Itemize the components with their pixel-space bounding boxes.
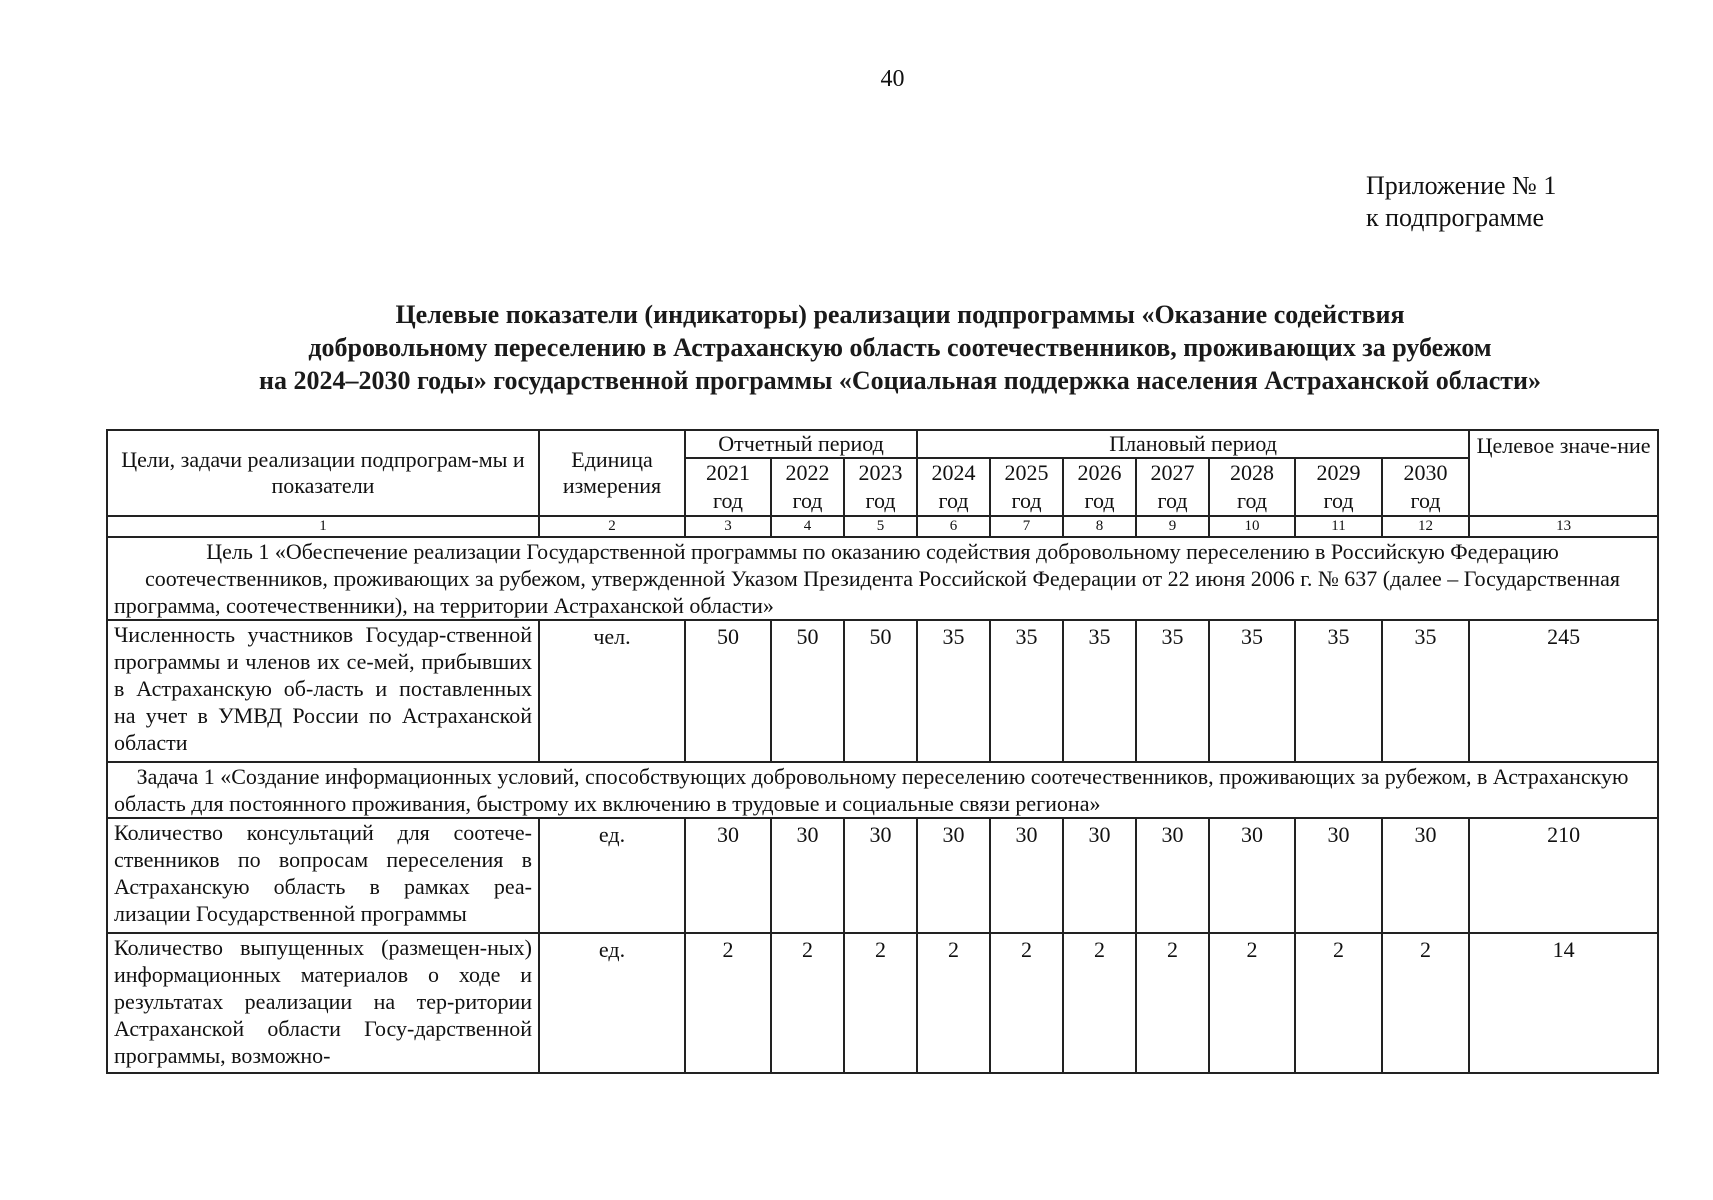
value-cell: 35 [917,620,990,762]
column-number: 9 [1136,516,1209,537]
header-year-2030: 2030 год [1382,458,1469,516]
column-number: 10 [1209,516,1295,537]
value-cell: 2 [1295,933,1382,1073]
value-cell: 2 [1382,933,1469,1073]
column-number: 11 [1295,516,1382,537]
value-cell: 35 [1063,620,1136,762]
header-year-2024: 2024 год [917,458,990,516]
column-number: 6 [917,516,990,537]
header-year-2023: 2023 год [844,458,917,516]
header-year-2021: 2021 год [685,458,771,516]
value-cell: 30 [1295,818,1382,933]
column-number: 4 [771,516,844,537]
header-year-2026: 2026 год [1063,458,1136,516]
value-cell: 2 [685,933,771,1073]
value-cell: 2 [1136,933,1209,1073]
header-reporting-period: Отчетный период [685,430,917,458]
indicators-table [106,429,1659,1074]
indicator-row [107,620,1658,762]
column-number: 3 [685,516,771,537]
value-cell: 30 [1063,818,1136,933]
value-cell: 50 [685,620,771,762]
header-year-2029: 2029 год [1295,458,1382,516]
value-cell: 30 [1209,818,1295,933]
column-number: 1 [107,516,539,537]
header-year-2025: 2025 год [990,458,1063,516]
indicator-name: Количество консультаций для соотече-ственников по вопросам переселения в Астраханскую область в рамках реа-лизации Государственной программы [107,818,539,933]
column-number: 2 [539,516,685,537]
title-line-3: на 2024–2030 годы» государственной программы «Социальная поддержка населения Астраханской области» [258,366,1542,395]
column-number: 8 [1063,516,1136,537]
indicator-row [107,933,1658,1073]
header-target: Целевое значе-ние [1469,430,1658,516]
value-cell: 30 [771,818,844,933]
value-cell: 35 [1136,620,1209,762]
value-cell: 30 [685,818,771,933]
appendix-line-2: к подпрограмме [1366,203,1545,232]
indicator-unit: ед. [539,933,685,1073]
value-cell: 2 [917,933,990,1073]
value-cell: 35 [990,620,1063,762]
header-year-2028: 2028 год [1209,458,1295,516]
document-title [200,298,1600,397]
goal-1-text: Цель 1 «Обеспечение реализации Государственной программы по оказанию содействия добровольному переселению в Российскую Федерацию соотечественников, проживающих за рубежом, утвержденной Указом Президента Российской Федерации от 22 июня 2006 г. № 637 (далее – Государственная программа, соотечественники), на территории Астраханской области» [107,537,1658,620]
indicator-unit: ед. [539,818,685,933]
indicator-unit: чел. [539,620,685,762]
column-number-row [107,516,1658,537]
header-goals: Цели, задачи реализации подпрограм-мы и показатели [107,430,539,516]
value-cell: 35 [1209,620,1295,762]
value-cell: 35 [1382,620,1469,762]
column-number: 12 [1382,516,1469,537]
task-row [107,762,1658,818]
header-year-2022: 2022 год [771,458,844,516]
value-cell: 30 [990,818,1063,933]
value-cell: 2 [1063,933,1136,1073]
value-cell: 30 [844,818,917,933]
header-year-2027: 2027 год [1136,458,1209,516]
goal-row [107,537,1658,620]
indicator-row [107,818,1658,933]
title-line-1: Целевые показатели (индикаторы) реализации подпрограммы «Оказание содействия [395,300,1405,329]
value-cell: 50 [844,620,917,762]
value-cell: 50 [771,620,844,762]
target-value: 210 [1469,818,1658,933]
value-cell: 2 [844,933,917,1073]
appendix-line-1: Приложение № 1 [1366,171,1557,200]
value-cell: 30 [1382,818,1469,933]
value-cell: 2 [990,933,1063,1073]
value-cell: 30 [1136,818,1209,933]
column-number: 7 [990,516,1063,537]
value-cell: 30 [917,818,990,933]
value-cell: 35 [1295,620,1382,762]
header-planned-period: Плановый период [917,430,1469,458]
value-cell: 2 [1209,933,1295,1073]
indicator-name: Количество выпущенных (размещен-ных) информационных материалов о ходе и результатах реализации на тер-ритории Астраханской области Госу-дарственной программы, возможно- [107,933,539,1073]
task-1-text: Задача 1 «Создание информационных условий, способствующих добровольному переселению соотечественников, проживающих за рубежом, в Астраханскую область для постоянного проживания, быстрому их включению в трудовые и социальные связи региона» [107,762,1658,818]
title-line-2: добровольному переселению в Астраханскую область соотечественников, проживающих за рубежом [308,333,1492,362]
appendix-note [1366,170,1556,234]
value-cell: 2 [771,933,844,1073]
page-number: 40 [880,66,905,92]
header-unit: Единица измерения [539,430,685,516]
indicator-name: Численность участников Государ-ственной программы и членов их се-мей, прибывших в Астраханскую об-ласть и поставленных на учет в УМВД России по Астраханской области [107,620,539,762]
column-number: 5 [844,516,917,537]
column-number: 13 [1469,516,1658,537]
target-value: 14 [1469,933,1658,1073]
target-value: 245 [1469,620,1658,762]
